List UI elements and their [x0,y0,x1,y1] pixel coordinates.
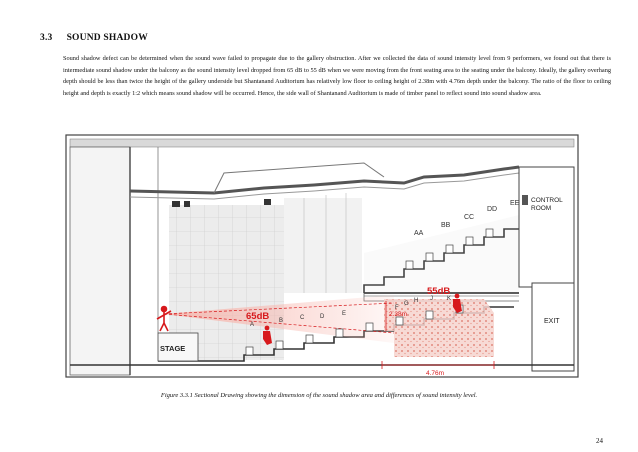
row-label-a: A [250,322,255,328]
roof-slab [70,139,574,147]
row-label-e: E [342,311,347,317]
section-number: 3.3 [40,33,53,43]
section-heading [40,33,148,43]
body-paragraph: Sound shadow defect can be determined when the sound wave failed to propagate due to the gallery obstruction. After we collected the data of sound intensity level from 9 performers, we found out that there is intermediate sound shadow under the balcony as the sound intensity level dropped from 65 dB to 55 dB when we were moving from the front seating area to the seating under the balcony. Ideally, the gallery overhang depth should be less than twice the height of the gallery underside but Shantanand Auditorium has relatively low floor to ceiling height of 2.38m with 4.76m depth under the balcony. The ratio of the floor to ceiling height and depth is exactly 1:2 which means sound shadow will be occurred. Hence, the side wall of Shantanand Auditorium is made of timber panel to reflect sound into sound shadow area. [63,55,611,97]
row-label-h: H [414,298,419,304]
control-room-label-line1: CONTROL [531,197,563,204]
front-level-label: 65dB [246,311,270,322]
row-label-k: K [447,296,452,302]
sound-shadow-area [384,299,494,357]
sectional-drawing [64,133,580,379]
height-dimension-label: 2.38m [389,311,408,318]
row-label-c: C [300,315,305,321]
row-label-d: D [320,314,325,320]
rear-level-label: 55dB [427,286,451,297]
exit-door [532,283,574,371]
stage-label: STAGE [160,344,186,353]
row-label-g: G [404,301,409,307]
row-label-j: J [430,296,433,302]
row-label-aa: AA [414,230,424,237]
row-label-ee: EE [510,200,520,207]
stage-tower [70,147,130,375]
sectional-drawing-svg [64,133,580,379]
depth-dimension-label: 4.76m [426,370,445,377]
control-room [519,167,574,287]
row-label-bb: BB [441,222,451,229]
row-label-b: B [279,318,284,324]
side-wall-upper [284,198,362,293]
row-label-f: F [395,305,399,311]
control-room-label-line2: ROOM [531,205,552,212]
exit-label: EXIT [544,318,560,325]
row-label-dd: DD [487,206,498,213]
section-title: SOUND SHADOW [66,33,148,43]
row-label-cc: CC [464,214,475,221]
figure-caption: Figure 3.3.1 Sectional Drawing showing the dimension of the sound shadow area and differences of sound intensity level. [160,392,478,399]
page-number: 24 [596,437,603,445]
